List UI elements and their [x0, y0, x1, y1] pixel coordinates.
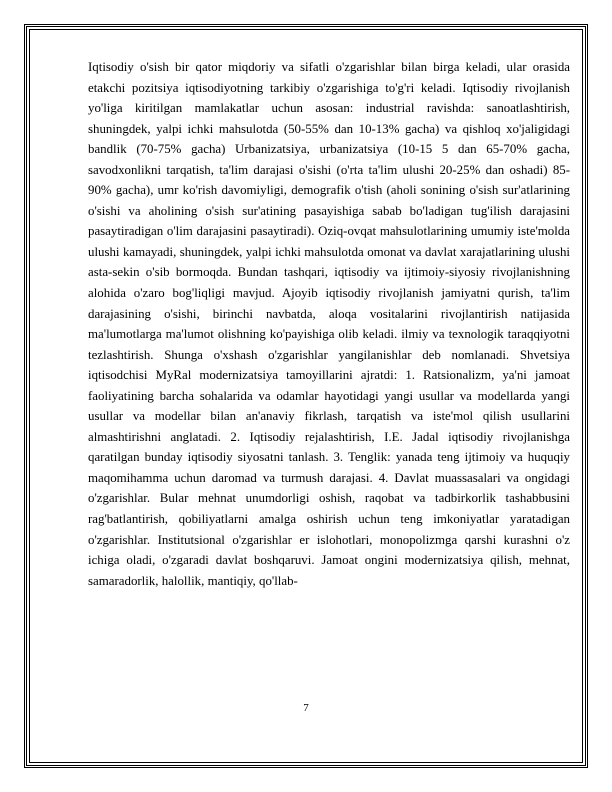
page-number: 7: [303, 702, 309, 714]
body-paragraph: Iqtisodiy o'sish bir qator miqdoriy va sifatli o'zgarishlar bilan birga keladi, ular orasida etakchi pozitsiya iqtisodiyotning tarkibiy o'zgarishiga to'g'ri keladi. Iqtisodiy rivojlanish yo'liga kiritilgan mamlakatlar uchun asosan: industrial ravishda: sanoatlashtirish, shuningdek, yalpi ichki mahsulotda (50-55% dan 10-13% gacha) va qishloq xo'jaligidagi bandlik (70-75% gacha) Urbanizatsiya, urbanizatsiya (10-15 5 dan 65-70% gacha, savodxonlikni tarqatish, ta'lim darajasi o'sishi (o'rta ta'lim ulushi 20-25% dan oshadi) 85-90% gacha), umr ko'rish davomiyligi, demografik o'tish (aholi sonining o'sish sur'atlarining o'sishi va aholining o'sish sur'atining pasayishiga sabab bo'ladigan tug'ilish darajasini pasaytiradigan o'lim darajasini pasaytiradi). Oziq-ovqat mahsulotlarining umumiy iste'molda ulushi kamayadi, shuningdek, yalpi ichki mahsulotda omonat va davlat xarajatlarining ulushi asta-sekin o'sib bormoqda. Bundan tashqari, iqtisodiy va ijtimoiy-siyosiy rivojlanishning alohida o'zaro bog'liqligi mavjud. Ajoyib iqtisodiy rivojlanish jamiyatni qurish, ta'lim darajasining o'sishi, birinchi navbatda, aloqa vositalarini rivojlantirish natijasida ma'lumotlarga ma'lumot olishning ko'payishiga olib keladi. ilmiy va texnologik taraqqiyotni tezlashtirish. Shunga o'xshash o'zgarishlar yangilanishlar deb nomlanadi. Shvetsiya iqtisodchisi MyRal modernizatsiya tamoyillarini ajratdi: 1. Ratsionalizm, ya'ni jamoat faoliyatining barcha sohalarida va odamlar hayotidagi yangi usullar va modellarda yangi usullar va modellar bilan an'anaviy fikrlash, tarqatish va iste'mol qilish usullarini almashtirishni anglatadi. 2. Iqtisodiy rejalashtirish, I.E. Jadal iqtisodiy rivojlanishga qaratilgan bunday iqtisodiy siyosatni tanlash. 3. Tenglik: yanada teng ijtimoiy va huquqiy maqomihamma uchun daromad va turmush darajasi. 4. Davlat muassasalari va ongidagi o'zgarishlar. Bular mehnat unumdorligi oshish, raqobat va tadbirkorlik tashabbusini rag'batlantirish, qobiliyatlarni amalga oshirish uchun teng imkoniyatlar yaratadigan o'zgarishlar. Institutsional o'zgarishlar er islohotlari, monopolizmga qarshi kurashni o'z ichiga oladi, o'zgaradi davlat boshqaruvi. Jamoat ongini modernizatsiya qilish, mehnat, samaradorlik, halollik, mantiqiy, qo'llab-: [88, 60, 570, 588]
